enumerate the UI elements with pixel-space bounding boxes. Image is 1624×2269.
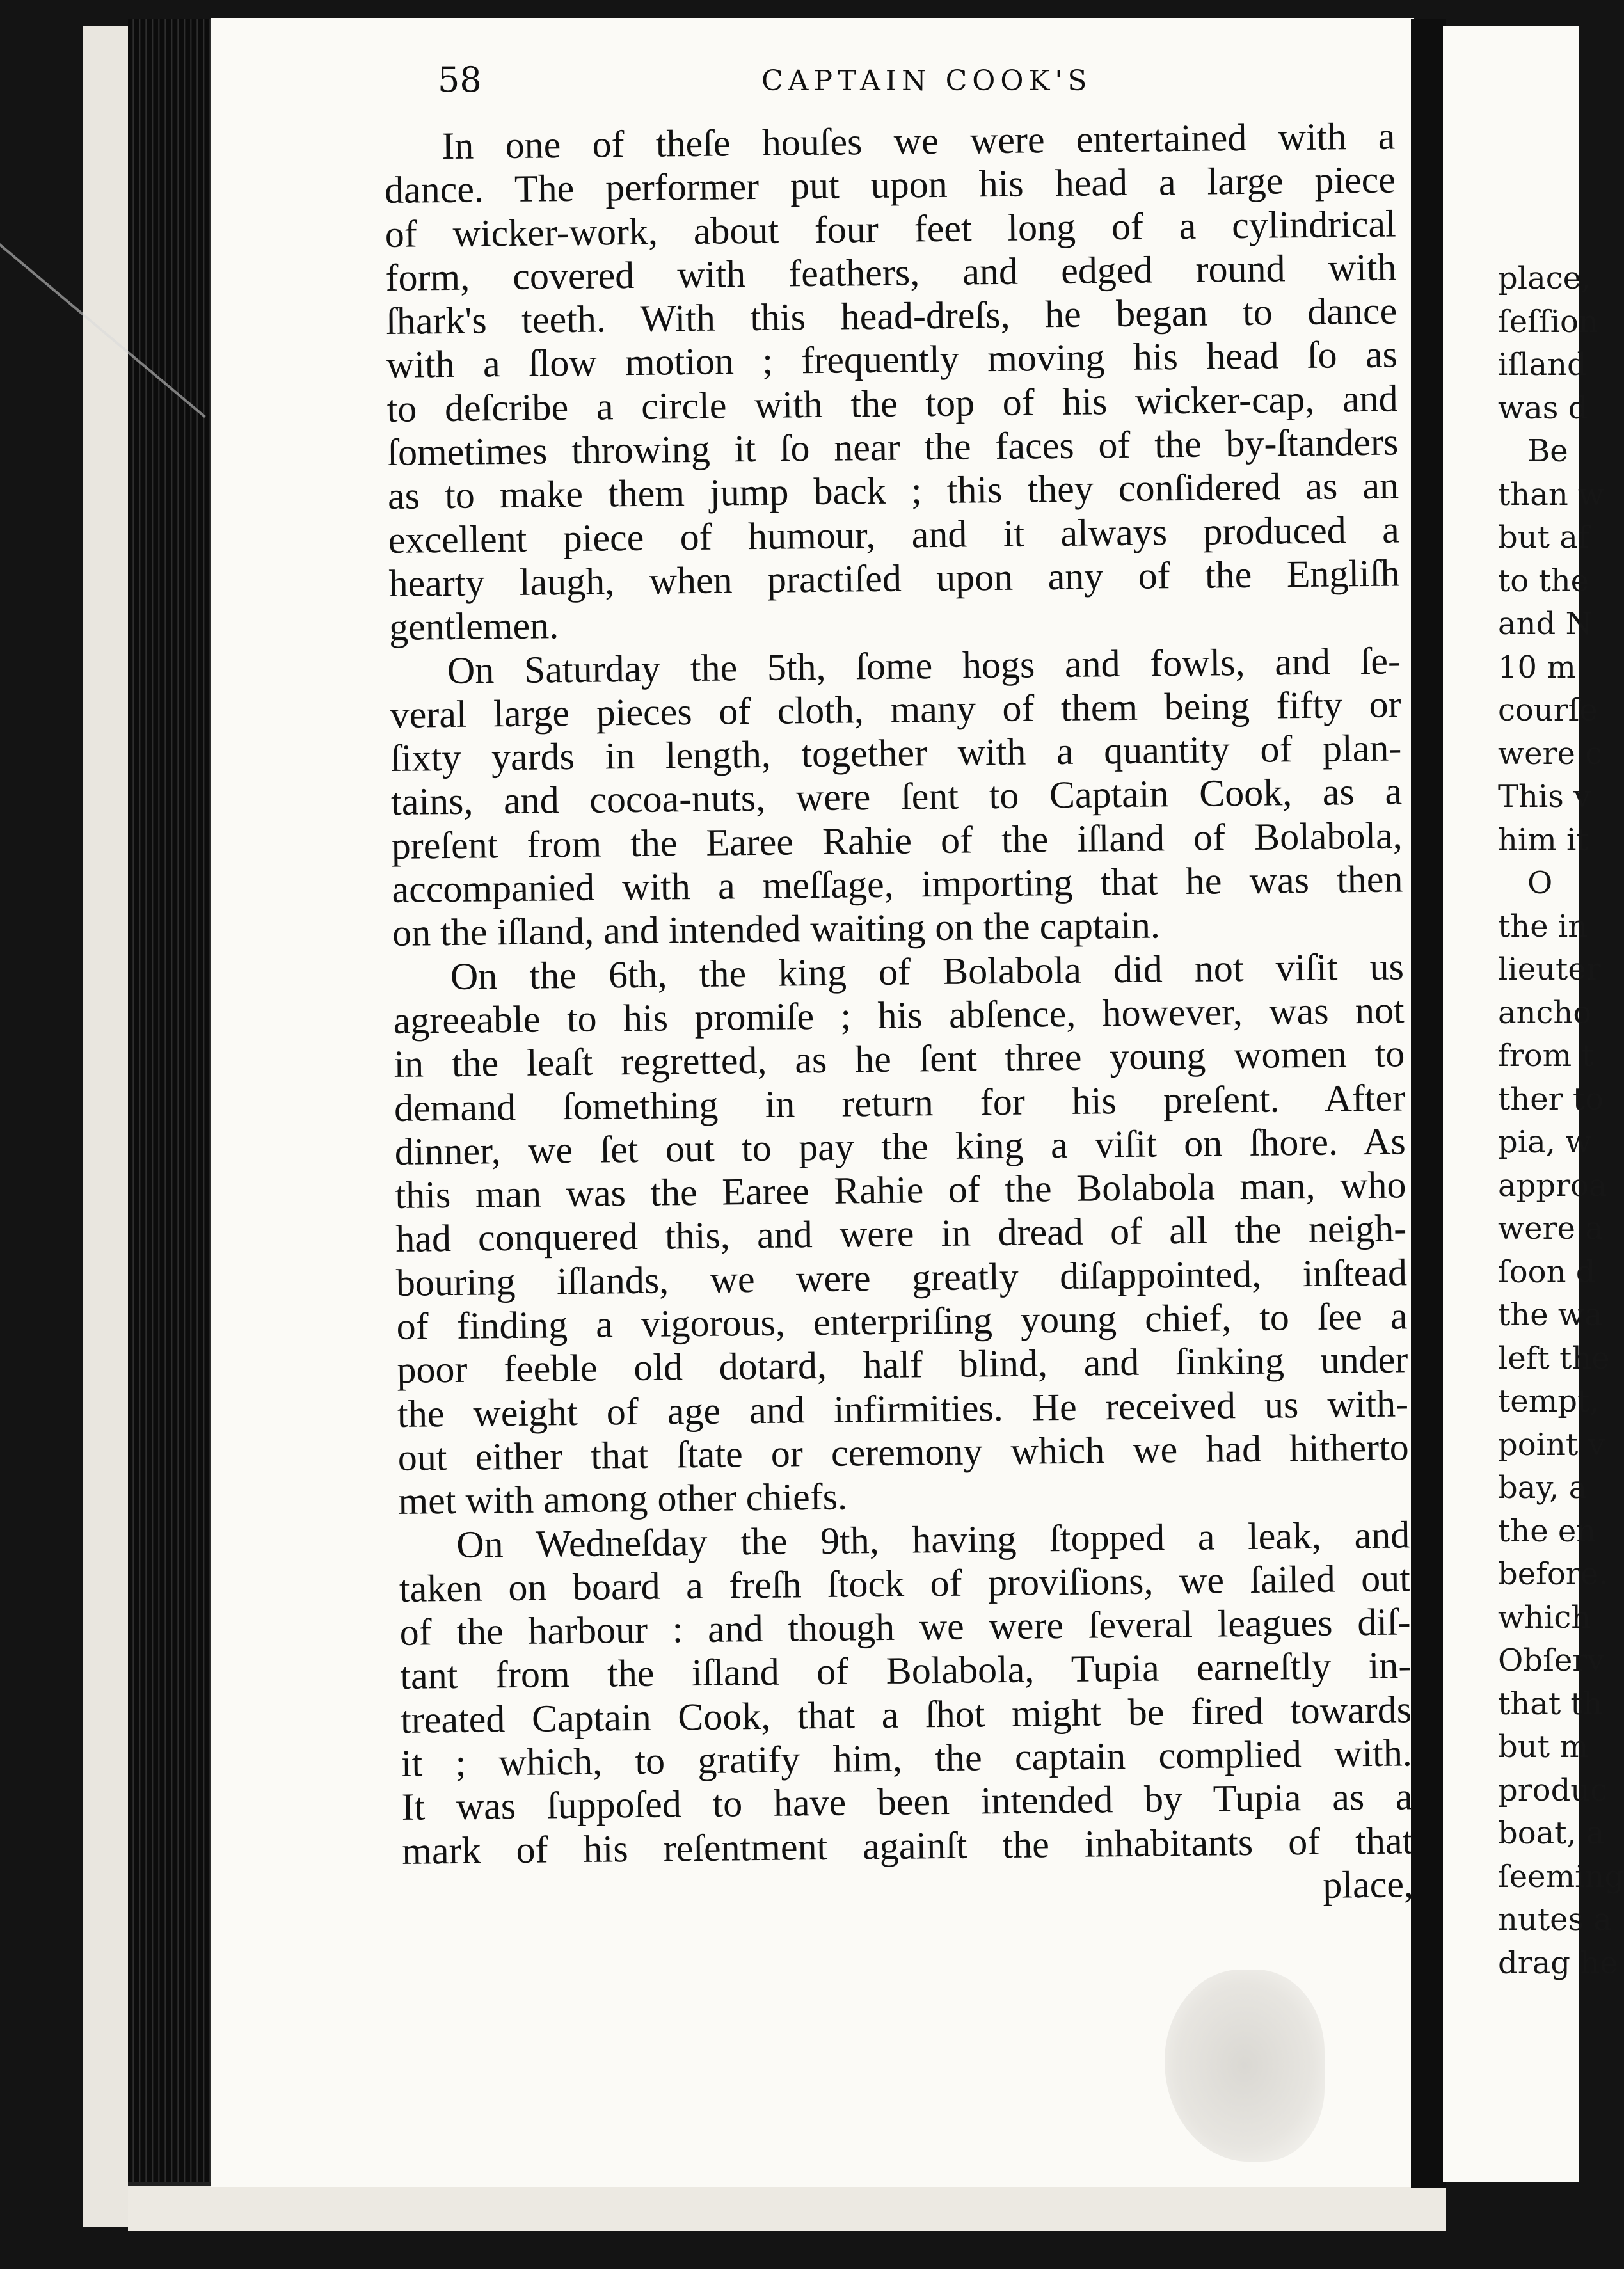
text-line: mark of his reſentment againſt the inhabitants of that bbox=[401, 1819, 1413, 1872]
text-line: gentlemen. bbox=[388, 604, 559, 649]
facing-text-line: approa bbox=[1498, 1167, 1607, 1204]
facing-text-line: point v bbox=[1498, 1426, 1605, 1463]
facing-text-line: him it bbox=[1498, 822, 1589, 858]
facing-text-line: bay, a bbox=[1498, 1470, 1588, 1506]
text-line: tains, and cocoa-nuts, were ſent to Captain Cook, as a bbox=[390, 770, 1403, 824]
ink-smudge bbox=[1165, 1970, 1325, 2162]
text-line: On the 6th, the king of Bolabola did not viſit us bbox=[450, 945, 1405, 998]
text-line: On Saturday the 5th, ſome hogs and fowls, and ſe- bbox=[447, 639, 1401, 692]
facing-text-line: nutes a bbox=[1498, 1902, 1612, 1938]
facing-text-line: boat, a bbox=[1498, 1815, 1605, 1851]
facing-text-line: pia, w bbox=[1498, 1124, 1592, 1160]
facing-text-line: ancho bbox=[1498, 994, 1592, 1031]
text-line: in the leaſt regretted, as he ſent three young women to bbox=[394, 1032, 1405, 1086]
text-line: In one of theſe houſes we were entertained with a bbox=[442, 115, 1396, 168]
facing-text-line: to the bbox=[1498, 562, 1589, 599]
text-line: dance. The performer put upon his head a large piece bbox=[384, 158, 1396, 212]
facing-text-line: drag he bbox=[1498, 1945, 1618, 1981]
body-text bbox=[384, 114, 1413, 1916]
facing-text-line: Obſerv bbox=[1498, 1643, 1605, 1678]
text-line: demand ſomething in return for his preſent. After bbox=[394, 1076, 1406, 1129]
text-line: of finding a vigorous, enterpriſing young chief, to ſee a bbox=[396, 1294, 1408, 1348]
text-line: accompanied with a meſſage, importing that he was then bbox=[392, 857, 1403, 911]
facing-text-line: and N bbox=[1498, 606, 1593, 642]
facing-text-line: produc bbox=[1498, 1772, 1608, 1808]
facing-text-line: left the bbox=[1498, 1340, 1610, 1376]
text-line: of wicker-work, about four feet long of a cylindrical bbox=[385, 202, 1397, 255]
text-line: had conquered this, and were in dread of all the neigh- bbox=[395, 1207, 1407, 1261]
facing-text-line: This v bbox=[1498, 779, 1591, 815]
facing-text-line: iſland bbox=[1498, 347, 1587, 383]
facing-text-line: lieuter bbox=[1498, 951, 1601, 987]
text-line: dinner, we ſet out to pay the king a viſit on ſhore. As bbox=[394, 1120, 1406, 1173]
text-line: ſixty yards in length, together with a quantity of plan- bbox=[390, 726, 1402, 780]
facing-text-line: the wa bbox=[1498, 1297, 1603, 1333]
facing-text-line: the en bbox=[1498, 1513, 1596, 1549]
facing-text-line: that th bbox=[1498, 1685, 1603, 1722]
facing-text-line: than w bbox=[1498, 476, 1605, 513]
text-line: ſometimes throwing it ſo near the faces of the by-ſtanders bbox=[387, 420, 1399, 474]
text-line: treated Captain Cook, that a ſhot might be fired towards bbox=[400, 1688, 1412, 1741]
facing-text-line: place, bbox=[1498, 260, 1591, 296]
facing-text-line: courſe bbox=[1498, 692, 1598, 728]
page-header bbox=[224, 54, 1389, 99]
facing-text-line: ſoon d bbox=[1498, 1254, 1596, 1290]
facing-text-line: was d bbox=[1498, 390, 1588, 426]
text-line: met with among other chiefs. bbox=[398, 1475, 848, 1523]
facing-text-line: were a bbox=[1498, 1211, 1604, 1246]
text-line: preſent from the Earee Rahie of the iſland of Bolabola, bbox=[391, 814, 1403, 867]
text-line: excellent piece of humour, and it always produced a bbox=[388, 508, 1400, 561]
text-line: place, bbox=[1322, 1863, 1414, 1906]
text-line: as to make them jump back ; this they conſidered as an bbox=[387, 464, 1399, 518]
facing-text-line: from t bbox=[1498, 1038, 1594, 1074]
text-line: form, covered with feathers, and edged round with bbox=[385, 246, 1397, 299]
facing-text-line: ther to bbox=[1498, 1081, 1604, 1117]
text-line: out either that ſtate or ceremony which we had hitherto bbox=[397, 1426, 1410, 1479]
running-head: CAPTAIN COOK'S bbox=[761, 65, 1092, 97]
facing-text-line: the in bbox=[1498, 908, 1588, 944]
facing-text-line: tempt, bbox=[1498, 1383, 1600, 1419]
text-line: On Wedneſday the 9th, having ſtopped a leak, and bbox=[456, 1513, 1410, 1566]
facing-text-line: ſeſſion bbox=[1498, 303, 1598, 340]
facing-text-line: but m bbox=[1498, 1729, 1589, 1765]
text-line: it ; which, to gratify him, the captain complied with. bbox=[401, 1732, 1413, 1785]
facing-page bbox=[1443, 26, 1624, 2182]
facing-text-line: were c bbox=[1498, 735, 1602, 772]
facing-text-line: Be bbox=[1527, 433, 1568, 469]
facing-page-text bbox=[1443, 257, 1624, 1985]
text-line: tant from the iſland of Bolabola, Tupia earneſtly in- bbox=[400, 1644, 1412, 1698]
text-line: taken on board a freſh ſtock of proviſions, we ſailed out bbox=[399, 1557, 1411, 1610]
text-line: to deſcribe a circle with the top of his wicker-cap, and bbox=[386, 377, 1398, 430]
book-gutter bbox=[1411, 19, 1446, 2188]
page-bottom-edge bbox=[128, 2182, 1446, 2231]
text-line: on the iſland, and intended waiting on the captain. bbox=[392, 904, 1161, 955]
text-line: veral large pieces of cloth, many of them being fifty or bbox=[390, 683, 1401, 736]
text-line: bouring iſlands, we were greatly diſappointed, inſtead bbox=[395, 1251, 1408, 1304]
text-line: agreeable to his promiſe ; his abſence, however, was not bbox=[393, 989, 1405, 1042]
text-line: It was ſuppoſed to have been intended by Tupia as a bbox=[401, 1775, 1413, 1829]
page-number: 58 bbox=[438, 60, 482, 100]
text-line: ſhark's teeth. With this head-dreſs, he began to dance bbox=[385, 289, 1397, 343]
facing-text-line: ſeeming bbox=[1498, 1858, 1624, 1895]
facing-text-line: O bbox=[1527, 865, 1553, 901]
facing-text-line: 10 m bbox=[1498, 649, 1576, 685]
text-line: this man was the Earee Rahie of the Bolabola man, who bbox=[395, 1163, 1406, 1217]
facing-text-line: before. bbox=[1498, 1556, 1609, 1592]
facing-text-line: but af bbox=[1498, 520, 1589, 555]
text-line: with a ſlow motion ; frequently moving his head ſo as bbox=[386, 333, 1398, 386]
text-line: of the harbour : and though we were ſeveral leagues diſ- bbox=[399, 1600, 1411, 1653]
text-line: the weight of age and infirmities. He received us with- bbox=[397, 1381, 1409, 1435]
text-line: hearty laugh, when practiſed upon any of the Engliſh bbox=[388, 552, 1400, 605]
facing-text-line: which bbox=[1498, 1599, 1591, 1636]
text-line: poor feeble old dotard, half blind, and ſinking under bbox=[397, 1338, 1408, 1392]
